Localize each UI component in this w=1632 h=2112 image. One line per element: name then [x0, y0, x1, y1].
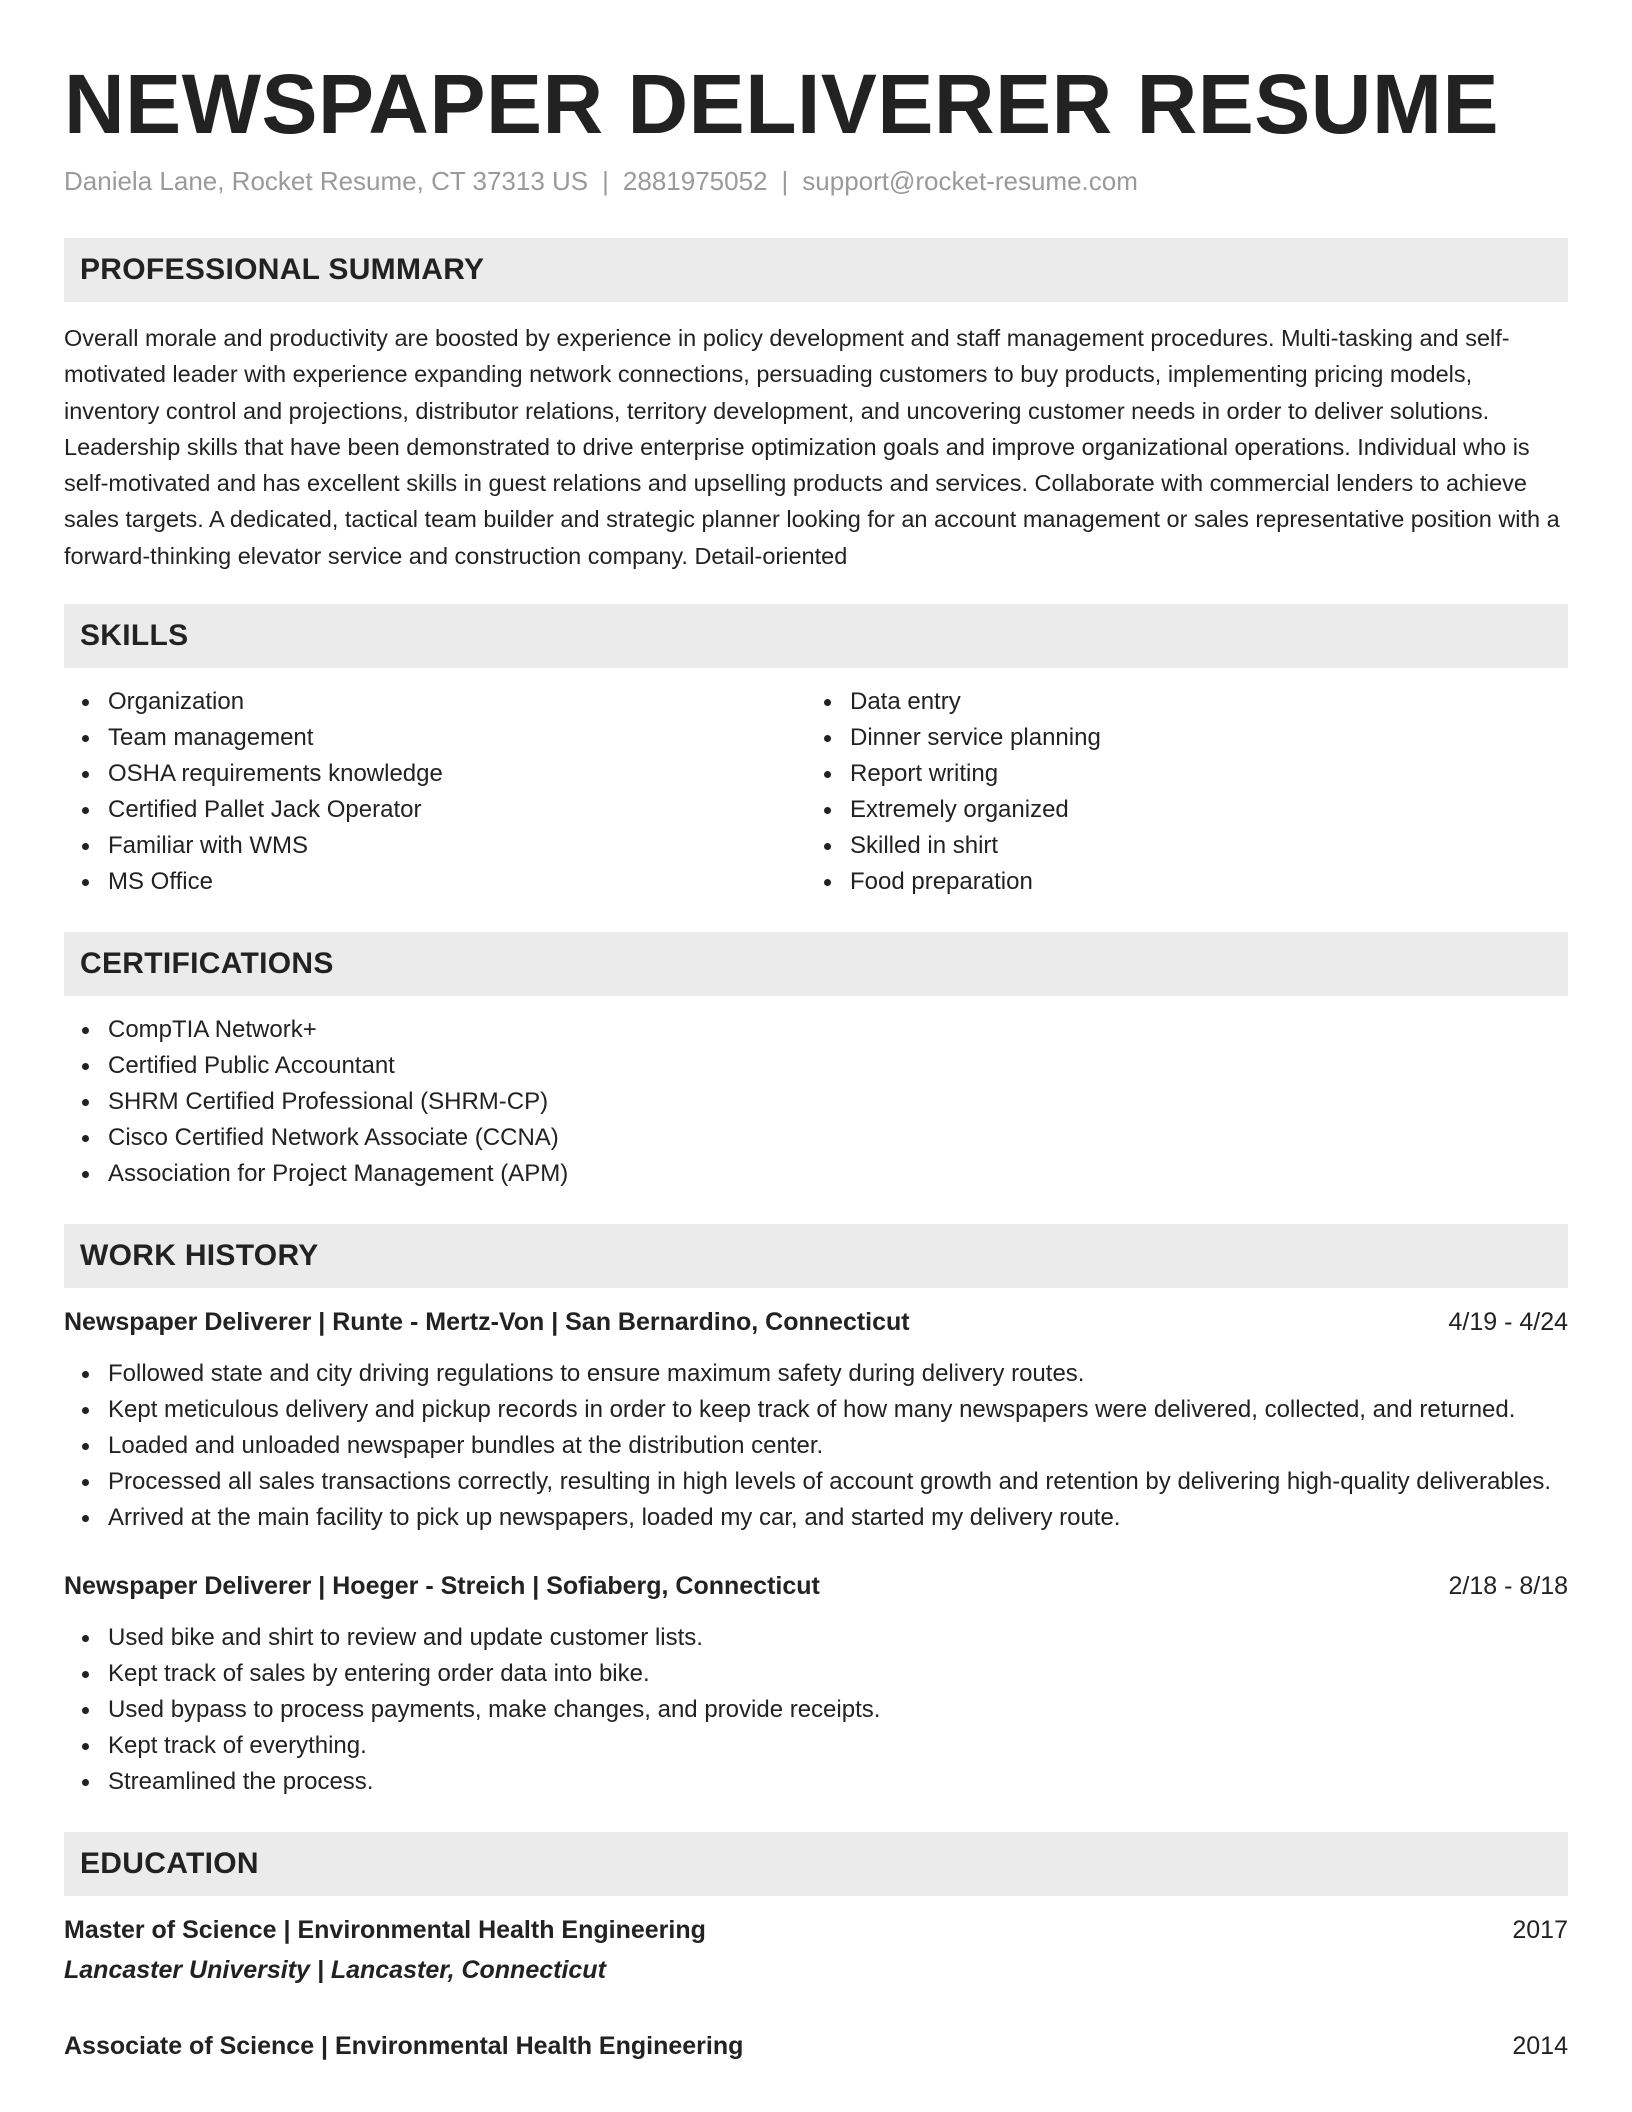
education-entry [64, 2028, 1568, 2064]
job-header [64, 1304, 1568, 1340]
skill-item: OSHA requirements knowledge [64, 756, 806, 792]
contact-phone: 2881975052 [622, 166, 768, 196]
certification-item: SHRM Certified Professional (SHRM-CP) [64, 1084, 1568, 1120]
job-duty: Followed state and city driving regulations to ensure maximum safety during delivery routes. [64, 1356, 1568, 1392]
job-entry [64, 1568, 1568, 1800]
contact-line [64, 164, 1568, 198]
job-title: Newspaper Deliverer | Runte - Mertz-Von | San Bernardino, Connecticut [64, 1308, 910, 1337]
skill-item: Report writing [806, 756, 1548, 792]
job-header [64, 1568, 1568, 1604]
skill-item: Certified Pallet Jack Operator [64, 792, 806, 828]
education-header [64, 1912, 1568, 1948]
job-dates: 2/18 - 8/18 [1448, 1572, 1568, 1601]
job-duties [64, 1356, 1568, 1536]
job-duty: Used bypass to process payments, make changes, and provide receipts. [64, 1692, 1568, 1728]
resume-page [64, 0, 1568, 2064]
job-duty: Arrived at the main facility to pick up newspapers, loaded my car, and started my delivery route. [64, 1500, 1568, 1536]
summary-heading: PROFESSIONAL SUMMARY [64, 238, 1568, 302]
education-degree: Master of Science | Environmental Health Engineering [64, 1916, 706, 1945]
skill-item: MS Office [64, 864, 806, 900]
education-entry [64, 1912, 1568, 1988]
skills-column-right [806, 684, 1548, 900]
skill-item: Team management [64, 720, 806, 756]
certification-item: Cisco Certified Network Associate (CCNA) [64, 1120, 1568, 1156]
job-duty: Loaded and unloaded newspaper bundles at the distribution center. [64, 1428, 1568, 1464]
education-heading: EDUCATION [64, 1832, 1568, 1896]
skill-item: Data entry [806, 684, 1548, 720]
education-school: Lancaster University | Lancaster, Connecticut [64, 1956, 606, 1985]
education-year: 2017 [1512, 1916, 1568, 1945]
skill-item: Dinner service planning [806, 720, 1548, 756]
summary-text: Overall morale and productivity are boosted by experience in policy development and staff management procedures. Multi-tasking and self-motivated leader with experience expanding network connections, persuading customers to buy products, implementing pricing models, inventory control and projections, distributor relations, territory development, and uncovering customer needs in order to deliver solutions. Leadership skills that have been demonstrated to drive enterprise optimization goals and improve organizational operations. Individual who is self-motivated and has excellent skills in guest relations and upselling products and services. Collaborate with commercial lenders to achieve sales targets. A dedicated, tactical team builder and strategic planner looking for an account management or sales representative position with a forward-thinking elevator service and construction company. Detail-oriented [64, 325, 1560, 569]
job-duty: Kept track of sales by entering order data into bike. [64, 1656, 1568, 1692]
certification-item: Certified Public Accountant [64, 1048, 1568, 1084]
job-dates: 4/19 - 4/24 [1448, 1308, 1568, 1337]
contact-separator: | [781, 166, 789, 196]
education-header [64, 2028, 1568, 2064]
skill-item: Extremely organized [806, 792, 1548, 828]
job-duty: Used bike and shirt to review and update customer lists. [64, 1620, 1568, 1656]
job-duties [64, 1620, 1568, 1800]
certification-item: CompTIA Network+ [64, 1012, 1568, 1048]
job-entry [64, 1304, 1568, 1536]
certifications-list [64, 1012, 1568, 1192]
certifications-heading: CERTIFICATIONS [64, 932, 1568, 996]
job-title: Newspaper Deliverer | Hoeger - Streich | Sofiaberg, Connecticut [64, 1572, 820, 1601]
job-duty: Kept track of everything. [64, 1728, 1568, 1764]
skills-column-left [64, 684, 806, 900]
contact-separator: | [602, 166, 609, 196]
skills-list [64, 684, 1568, 900]
contact-email[interactable]: support@rocket-resume.com [802, 166, 1138, 196]
skill-item: Skilled in shirt [806, 828, 1548, 864]
education-year: 2014 [1512, 2032, 1568, 2061]
certification-item: Association for Project Management (APM) [64, 1156, 1568, 1192]
resume-title: NEWSPAPER DELIVERER RESUME [64, 57, 1499, 151]
skills-heading: SKILLS [64, 604, 1568, 668]
work-history-heading: WORK HISTORY [64, 1224, 1568, 1288]
skill-item: Familiar with WMS [64, 828, 806, 864]
job-duty: Streamlined the process. [64, 1764, 1568, 1800]
education-degree: Associate of Science | Environmental Health Engineering [64, 2032, 744, 2061]
contact-address: Daniela Lane, Rocket Resume, CT 37313 US [64, 166, 589, 196]
skill-item: Organization [64, 684, 806, 720]
job-duty: Kept meticulous delivery and pickup records in order to keep track of how many newspapers were delivered, collected, and returned. [64, 1392, 1568, 1428]
skill-item: Food preparation [806, 864, 1548, 900]
job-duty: Processed all sales transactions correctly, resulting in high levels of account growth and retention by delivering high-quality deliverables. [64, 1464, 1568, 1500]
